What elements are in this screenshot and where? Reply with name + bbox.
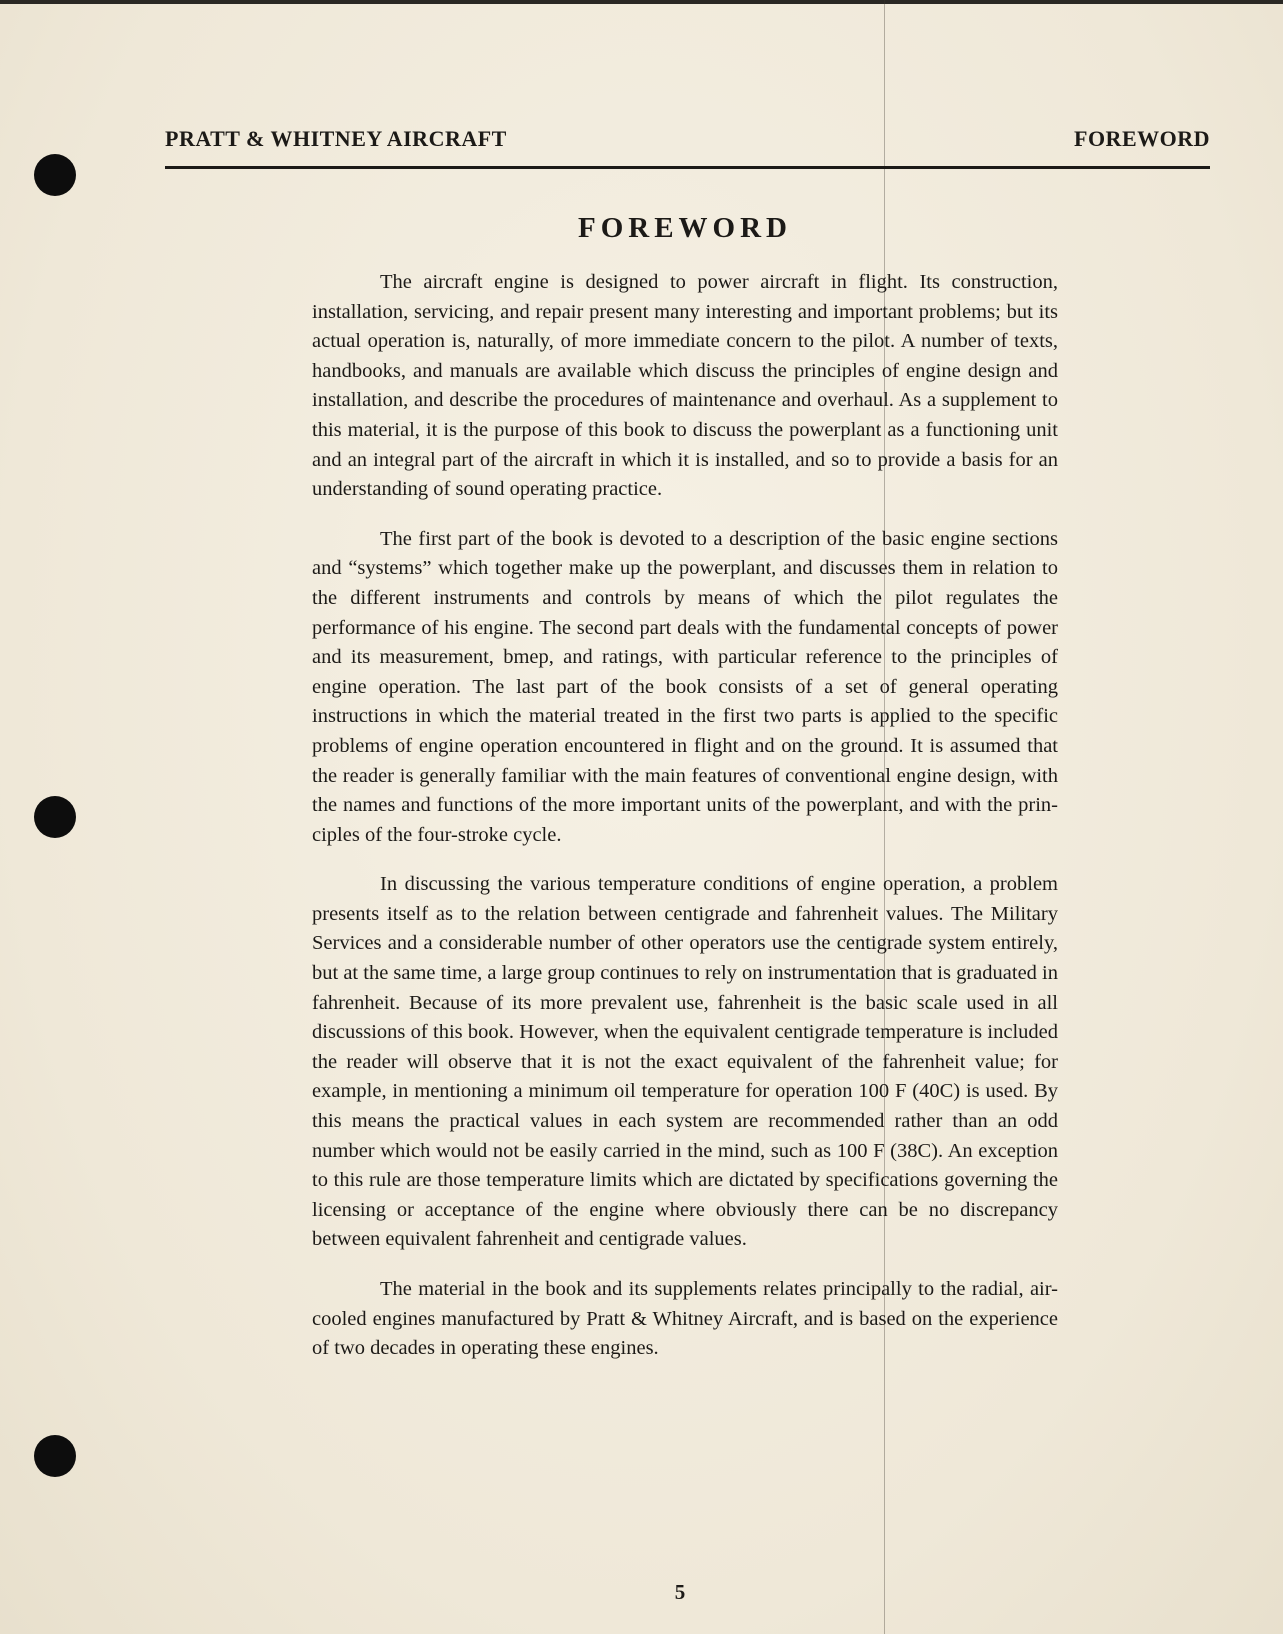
paragraph-4: The material in the book and its supplements relates principally to the radial, air-cooled engines manufactured by Pratt & Whitney Aircraft, and is based on the experience of two decades in operating these engines. — [312, 1278, 1058, 1360]
running-header-right: FOREWORD — [1074, 126, 1210, 151]
paragraph-2: The first part of the book is devoted to a description of the basic engine sections and “systems” which together make up the powerplant, and discusses them in relation to the different instruments and controls by means of which the pilot regulates the performance of his engine. The second part deals with the fundamental concepts of power and its measurement, bmep, and ratings, with particular reference to the principles of engine operation. The last part of the book consists of a set of general operating instructions in which the material treated in the first two parts is applied to the specific problems of engine operation encountered in flight and on the ground. It is assumed that the reader is generally familiar with the main features of conventional engine design, with the names and functions of the more important units of the powerplant, and with the principles of the four-stroke cycle. — [312, 527, 1058, 846]
paragraph-1: The aircraft engine is designed to power aircraft in flight. Its construction, installation, servicing, and repair present many interesting and important problems; but its actual operation is, naturally, of more immediate concern to the pilot. A number of texts, handbooks, and manuals are available which discuss the principles of engine design and installation, and describe the procedures of maintenance and overhaul. As a supplement to this material, it is the purpose of this book to discuss the powerplant as a functioning unit and an integral part of the aircraft in which it is installed, and so to provide a basis for an understanding of sound operating practice. — [312, 271, 1058, 501]
page-number: 5 — [674, 1580, 686, 1604]
page-top-edge — [0, 0, 1283, 4]
paragraph-3: In discussing the various temperature conditions of engine operation, a problem presents itself as to the relation between centigrade and fahrenheit values. The Military Services and a considerable number of other operators use the centigrade system entirely, but at the same time, a large group continues to rely on instrumentation that is graduated in fahrenheit. Because of its more prevalent use, fahrenheit is the basic scale used in all discussions of this book. However, when the equivalent centigrade temperature is included the reader will observe that it is not the exact equivalent of the fahrenheit value; for example, in mentioning a minimum oil temperature for operation 100 F (40C) is used. By this means the practical values in each system are recommended rather than an odd number which would not be easily carried in the mind, such as 100 F (38C). An exception to this rule are those temperature limits which are dictated by specifications governing the licensing or acceptance of the engine where obviously there can be no discrepancy between equivalent fahrenheit and centigrade values. — [312, 873, 1058, 1251]
body-text — [312, 268, 1058, 1384]
binder-hole-top — [34, 154, 76, 196]
running-header-left: PRATT & WHITNEY AIRCRAFT — [165, 126, 507, 151]
running-header — [165, 126, 1210, 158]
binder-hole-middle — [34, 796, 76, 838]
header-rule — [165, 166, 1210, 169]
binder-hole-bottom — [34, 1435, 76, 1477]
page-title: FOREWORD — [578, 212, 792, 244]
